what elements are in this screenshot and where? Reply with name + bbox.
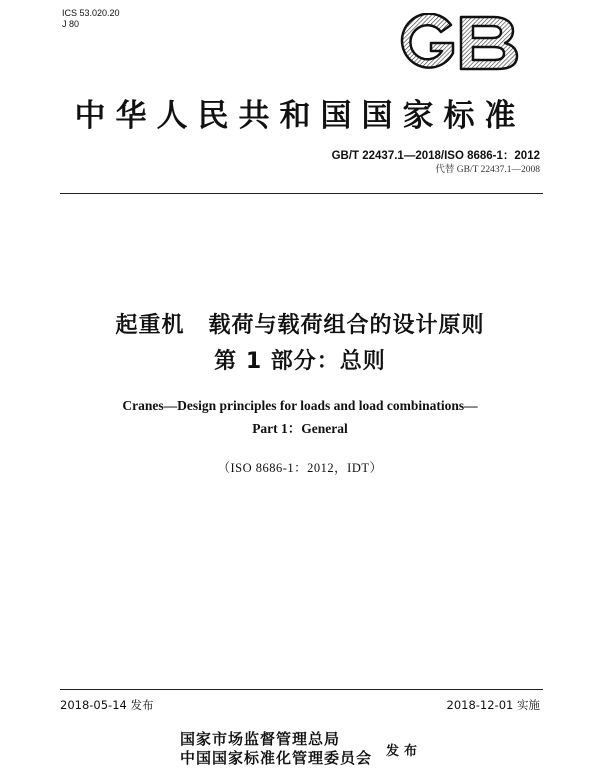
- english-title-line-1: Cranes—Design principles for loads and load combinations—: [122, 398, 478, 413]
- effective-date: 2018-12-01 实施: [446, 698, 540, 712]
- ccs-code: J 80: [62, 19, 80, 29]
- bottom-divider: [60, 689, 543, 690]
- issue-label: 发布: [386, 744, 423, 759]
- issuing-bodies: [180, 730, 372, 768]
- iso-reference: （ISO 8686-1：2012，IDT）: [217, 461, 383, 475]
- ics-code: ICS 53.020.20: [62, 8, 120, 18]
- standard-number: GB/T 22437.1—2018/ISO 8686-1：2012: [331, 150, 540, 162]
- issuer-samr: 国家市场监督管理总局: [180, 730, 341, 748]
- classification-codes: [62, 8, 120, 30]
- gb-standard-logo-icon: [395, 13, 523, 73]
- chinese-title-main: 起重机: [115, 313, 185, 338]
- chinese-title-sub: 载荷与载荷组合的设计原则: [208, 313, 485, 338]
- agency-title: 中华人民共和国国家标准: [74, 98, 526, 134]
- issuer-sac: 中国国家标准化管理委员会: [180, 749, 373, 767]
- chinese-title-line-1: [0, 308, 600, 339]
- publish-date: 2018-05-14 发布: [60, 698, 154, 712]
- english-title-line-2: Part 1：General: [252, 421, 348, 436]
- replaces-standard: 代替 GB/T 22437.1—2008: [435, 165, 540, 175]
- chinese-title-line-2: 第 1 部分：总则: [214, 349, 386, 374]
- top-divider: [60, 193, 543, 194]
